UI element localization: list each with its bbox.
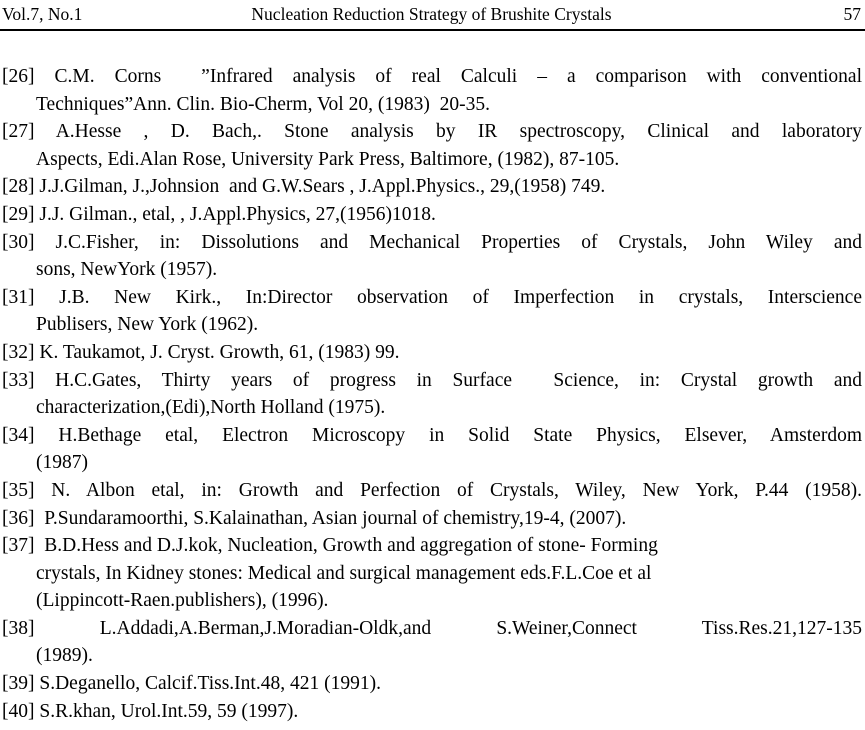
reference-line: [33] H.C.Gates, Thirty years of progress in Surface Science, in: Crystal growth and <box>2 369 862 391</box>
reference-line: [40] S.R.khan, Urol.Int.59, 59 (1997). <box>2 700 299 722</box>
reference-line: [38] L.Addadi,A.Berman,J.Moradian-Oldk,and S.Weiner,Connect Tiss.Res.21,127-135 <box>2 617 862 639</box>
reference-39 <box>2 670 862 698</box>
reference-line: (1989). <box>36 645 93 667</box>
reference-27 <box>2 118 862 173</box>
running-title: Nucleation Reduction Strategy of Brushite Crystals <box>251 4 612 24</box>
reference-32 <box>2 339 862 367</box>
reference-28 <box>2 173 862 201</box>
reference-38 <box>2 615 862 670</box>
page-header <box>2 2 861 28</box>
reference-33 <box>2 367 862 422</box>
reference-line: sons, NewYork (1957). <box>36 259 218 281</box>
reference-line: [32] K. Taukamot, J. Cryst. Growth, 61, (1983) 99. <box>2 341 400 363</box>
reference-29 <box>2 201 862 229</box>
reference-line: characterization,(Edi),North Holland (1975). <box>36 397 386 419</box>
reference-line: [35] N. Albon etal, in: Growth and Perfection of Crystals, Wiley, New York, P.44 (1958). <box>2 479 862 501</box>
reference-line: [36] P.Sundaramoorthi, S.Kalainathan, Asian journal of chemistry,19-4, (2007). <box>2 507 627 529</box>
reference-34 <box>2 422 862 477</box>
header-rule <box>0 29 865 31</box>
reference-40 <box>2 698 862 726</box>
reference-line: Aspects, Edi.Alan Rose, University Park Press, Baltimore, (1982), 87-105. <box>36 148 620 170</box>
reference-line: Techniques”Ann. Clin. Bio-Cherm, Vol 20, (1983) 20-35. <box>36 93 490 115</box>
reference-36 <box>2 505 862 533</box>
reference-line: [34] H.Bethage etal, Electron Microscopy in Solid State Physics, Elsever, Amsterdom <box>2 424 862 446</box>
reference-line: [30] J.C.Fisher, in: Dissolutions and Mechanical Properties of Crystals, John Wiley and <box>2 231 862 253</box>
reference-26 <box>2 63 862 118</box>
reference-line: Publisers, New York (1962). <box>36 314 259 336</box>
reference-line: [29] J.J. Gilman., etal, , J.Appl.Physics, 27,(1956)1018. <box>2 203 436 225</box>
reference-line: (Lippincott-Raen.publishers), (1996). <box>36 590 329 612</box>
references-list <box>2 63 862 725</box>
journal-volume: Vol.7, No.1 <box>2 4 83 24</box>
page-number: 57 <box>843 4 861 24</box>
reference-line: [39] S.Deganello, Calcif.Tiss.Int.48, 421 (1991). <box>2 673 381 695</box>
reference-30 <box>2 229 862 284</box>
reference-37 <box>2 532 862 615</box>
reference-31 <box>2 284 862 339</box>
reference-line: [26] C.M. Corns ”Infrared analysis of real Calculi – a comparison with conventional <box>2 66 862 87</box>
reference-line: [31] J.B. New Kirk., In:Director observation of Imperfection in crystals, Interscience <box>2 286 862 308</box>
reference-line: [37] B.D.Hess and D.J.kok, Nucleation, Growth and aggregation of stone- Forming <box>2 535 658 557</box>
reference-line: [28] J.J.Gilman, J.,Johnsion and G.W.Sears , J.Appl.Physics., 29,(1958) 749. <box>2 176 606 198</box>
reference-line: crystals, In Kidney stones: Medical and surgical management eds.F.L.Coe et al <box>36 562 652 584</box>
reference-line: (1987) <box>36 452 88 474</box>
reference-35 <box>2 477 862 505</box>
reference-line: [27] A.Hesse , D. Bach,. Stone analysis by IR spectroscopy, Clinical and laboratory <box>2 121 862 143</box>
